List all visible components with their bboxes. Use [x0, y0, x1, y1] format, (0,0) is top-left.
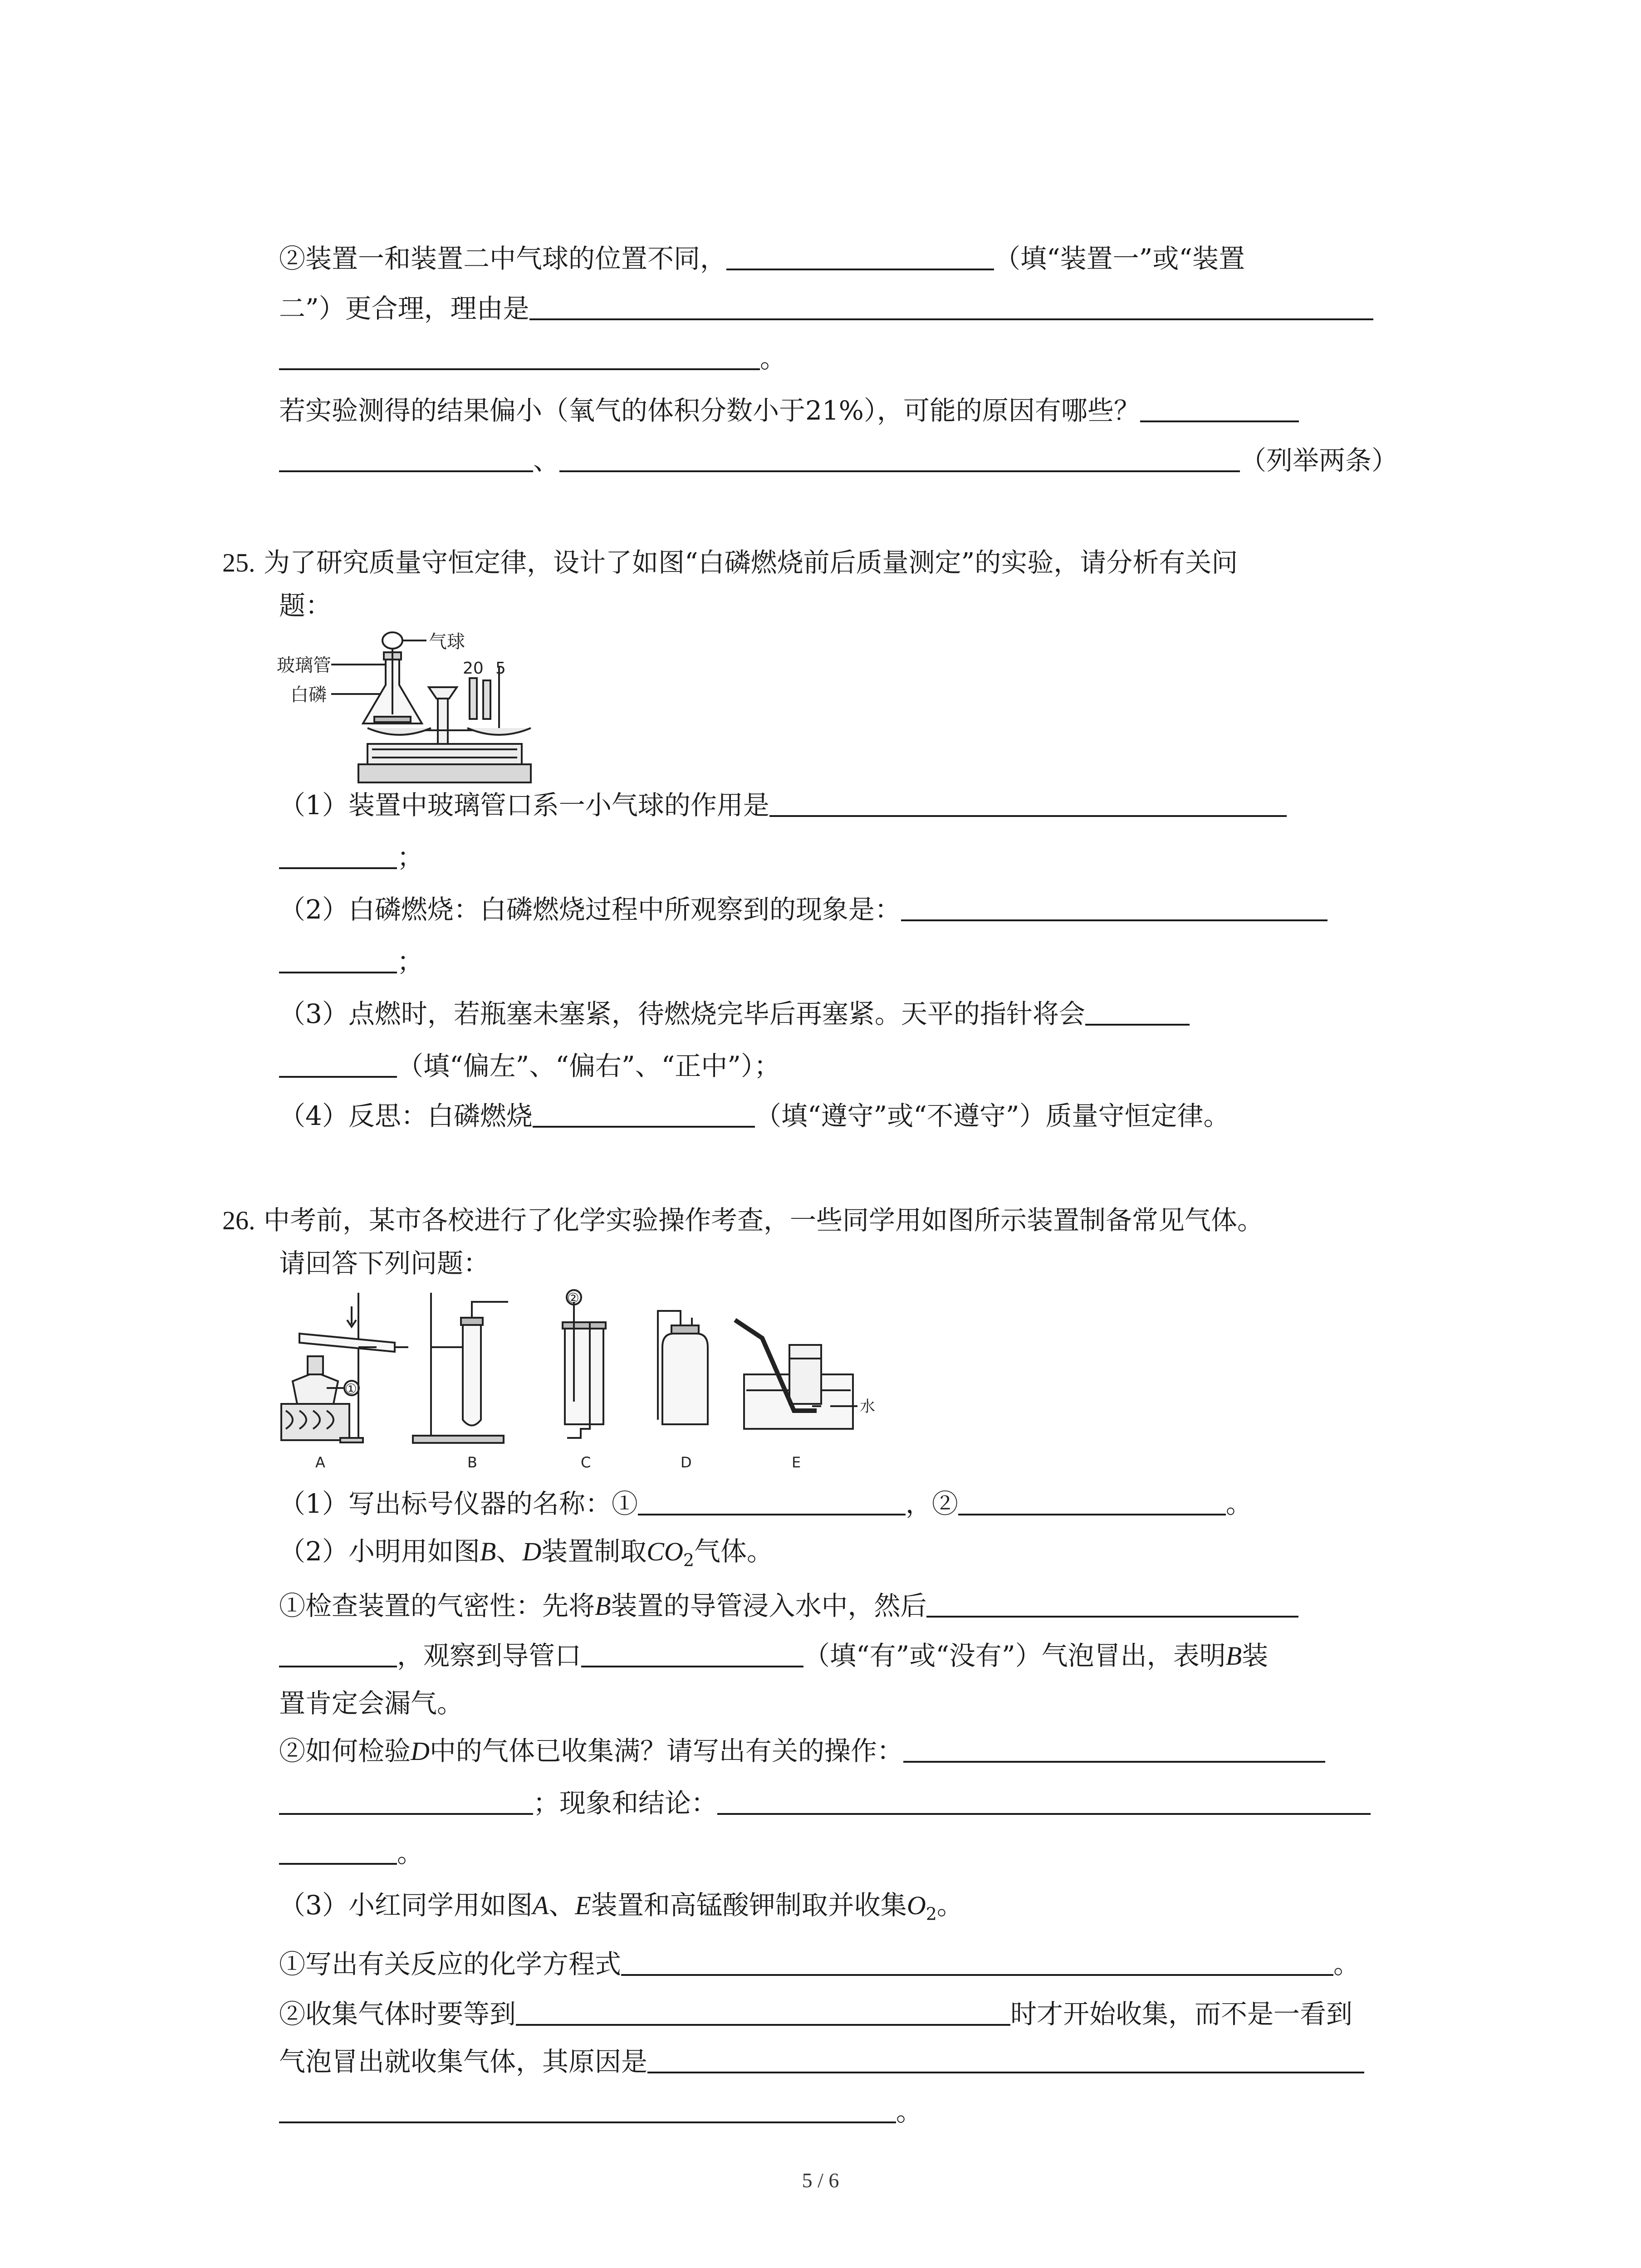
- q25-text: （3）点燃时，若瓶塞未塞紧，待燃烧完毕后再塞紧。天平的指针将会: [279, 998, 1085, 1029]
- q26-part3-1: [279, 1946, 1360, 1982]
- q24-text: 。: [760, 343, 787, 374]
- answer-blank[interactable]: [279, 343, 760, 370]
- q26-formula: O: [906, 1891, 926, 1920]
- q26-stem: 中考前，某市各校进行了化学实验操作考查，一些同学用如图所示装置制备常见气体。: [263, 1205, 1264, 1236]
- q25-part2: [279, 891, 1327, 928]
- answer-blank[interactable]: [769, 790, 1287, 817]
- answer-blank[interactable]: [533, 1100, 755, 1128]
- answer-blank[interactable]: [958, 1488, 1226, 1515]
- answer-blank[interactable]: [717, 1788, 1371, 1815]
- q26-text: 装置和高锰酸钾制取并收集: [591, 1890, 907, 1921]
- q26-text: ；现象和结论：: [533, 1788, 718, 1818]
- q26-text: 中的气体已收集满？请写出有关的操作：: [429, 1735, 903, 1766]
- q26-var: B: [480, 1537, 496, 1566]
- label-glass-tube: 玻璃管: [277, 655, 331, 676]
- q26-text: 置肯定会漏气。: [279, 1688, 464, 1719]
- q26-text: ①写出有关反应的化学方程式: [279, 1949, 622, 1980]
- q26-part2-2-cont: [279, 1785, 1371, 1821]
- q26-text: 装: [1242, 1640, 1269, 1671]
- q26-text: 装置制取: [541, 1536, 647, 1567]
- q26-text: 。: [1333, 1949, 1360, 1980]
- q26-text: ，②: [905, 1488, 958, 1519]
- q25-text: ；: [397, 842, 424, 873]
- answer-blank[interactable]: [1085, 998, 1190, 1026]
- q26-text: （填“有”或“没有”）气泡冒出，表明: [803, 1640, 1226, 1671]
- q26-text: 。: [896, 2096, 923, 2127]
- q26-text: ①检查装置的气密性：先将: [279, 1590, 595, 1621]
- q26-text: （1）写出标号仪器的名称：①: [279, 1488, 638, 1519]
- q25-stem-line2: [279, 587, 332, 624]
- q26-part2-2-end: [279, 1835, 423, 1871]
- q24-line2: [279, 290, 1373, 327]
- q25-stem-line1: [222, 544, 1238, 581]
- q25-stem: 题：: [279, 590, 332, 621]
- answer-blank[interactable]: [559, 445, 1240, 472]
- q25-text: （填“偏左”、“偏右”、“正中”）；: [397, 1051, 780, 1081]
- gas-apparatus-figure: [272, 1284, 980, 1483]
- q26-text: 气体。: [694, 1536, 774, 1567]
- label-mark-2: ②: [567, 1290, 579, 1306]
- answer-blank[interactable]: [529, 293, 1373, 320]
- answer-blank[interactable]: [279, 445, 533, 472]
- q26-text: 时才开始收集，而不是一看到: [1010, 1999, 1353, 2029]
- label-weight-20: 20: [463, 659, 484, 678]
- answer-blank[interactable]: [926, 1590, 1298, 1618]
- q26-part3-2: [279, 1996, 1352, 2032]
- answer-blank[interactable]: [279, 946, 397, 973]
- q24-line1: [279, 240, 1245, 277]
- label-balloon: 气球: [429, 631, 465, 652]
- q26-part3-2-cont: [279, 2043, 1364, 2080]
- q25-part3-cont: [279, 1048, 780, 1084]
- q25-text: （2）白磷燃烧：白磷燃烧过程中所观察到的现象是：: [279, 894, 901, 925]
- question-number: 26.: [222, 1206, 255, 1235]
- balance-figure: [277, 631, 558, 794]
- q26-part2: [279, 1533, 773, 1570]
- q25-part2-cont: [279, 943, 423, 980]
- answer-blank[interactable]: [621, 1949, 1333, 1976]
- answer-blank[interactable]: [279, 842, 397, 869]
- label-apparatus-e: E: [792, 1454, 801, 1471]
- answer-blank[interactable]: [647, 2046, 1364, 2073]
- answer-blank[interactable]: [279, 1838, 397, 1865]
- answer-blank[interactable]: [1140, 395, 1299, 422]
- q25-text: （1）装置中玻璃管口系一小气球的作用是: [279, 790, 769, 821]
- q26-formula: CO: [647, 1537, 683, 1566]
- q25-text: （填“遵守”或“不遵守”）质量守恒定律。: [754, 1100, 1230, 1131]
- q26-part1: [279, 1486, 1252, 1522]
- label-apparatus-a: A: [315, 1454, 325, 1471]
- q26-text: 、: [549, 1890, 575, 1921]
- q26-stem-line1: [222, 1202, 1264, 1239]
- q26-part2-1-cont: [279, 1637, 1268, 1674]
- q26-part3: [279, 1887, 963, 1924]
- q26-text: 装置的导管浸入水中，然后: [611, 1590, 927, 1621]
- q24-text: 二”）更合理，理由是: [279, 293, 529, 324]
- q26-text: 。: [1225, 1488, 1252, 1519]
- q25-part1: [279, 787, 1287, 823]
- answer-blank[interactable]: [581, 1640, 803, 1667]
- q26-formula-sub: 2: [683, 1550, 695, 1570]
- q26-part2-1-end: [279, 1685, 463, 1721]
- answer-blank[interactable]: [279, 1051, 397, 1078]
- label-apparatus-b: B: [467, 1454, 477, 1471]
- answer-blank[interactable]: [901, 894, 1327, 921]
- q24-text: 、: [533, 445, 560, 476]
- q26-formula-sub: 2: [926, 1904, 937, 1924]
- q26-var: D: [522, 1537, 542, 1566]
- q26-var: E: [575, 1891, 591, 1920]
- q26-stem: 请回答下列问题：: [279, 1248, 490, 1279]
- q24-text: 若实验测得的结果偏小（氧气的体积分数小于21%），可能的原因有哪些？: [279, 395, 1140, 426]
- answer-blank[interactable]: [279, 1640, 397, 1667]
- q26-text: ，观察到导管口: [397, 1640, 582, 1671]
- q24-text: （填“装置一”或“装置: [994, 243, 1245, 274]
- page-number: 5 / 6: [802, 2169, 839, 2192]
- q25-part4: [279, 1098, 1230, 1134]
- answer-blank[interactable]: [903, 1735, 1325, 1763]
- q25-stem: 为了研究质量守恒定律，设计了如图“白磷燃烧前后质量测定”的实验，请分析有关问: [263, 547, 1238, 578]
- question-number: 25.: [222, 548, 255, 577]
- q26-text: （2）小明用如图: [279, 1536, 480, 1567]
- answer-blank[interactable]: [516, 1999, 1010, 2026]
- label-mark-1: ①: [345, 1381, 357, 1397]
- q24-line5: [279, 442, 1398, 479]
- label-apparatus-d: D: [681, 1454, 692, 1471]
- q26-text: 、: [496, 1536, 523, 1567]
- label-apparatus-c: C: [581, 1454, 591, 1471]
- answer-blank[interactable]: [279, 2096, 896, 2123]
- q24-text: ②装置一和装置二中气球的位置不同，: [279, 243, 727, 274]
- answer-blank[interactable]: [279, 1788, 533, 1815]
- q25-part3: [279, 996, 1190, 1032]
- q26-part2-1: [279, 1588, 1298, 1624]
- q26-var: B: [595, 1591, 611, 1621]
- q25-text: ；: [397, 946, 424, 977]
- answer-blank[interactable]: [726, 243, 994, 270]
- q26-text: ②收集气体时要等到: [279, 1999, 516, 2029]
- q26-text: ②如何检验: [279, 1735, 411, 1766]
- q26-part3-2-end: [279, 2093, 922, 2130]
- q26-text: 气泡冒出就收集气体，其原因是: [279, 2046, 648, 2077]
- q24-line4: [279, 392, 1299, 429]
- q25-part1-cont: [279, 839, 423, 875]
- label-weight-5: 5: [495, 659, 506, 678]
- q26-var: D: [411, 1736, 430, 1766]
- q26-text: （3）小红同学用如图: [279, 1890, 533, 1921]
- q25-text: （4）反思：白磷燃烧: [279, 1100, 533, 1131]
- q26-text: 。: [397, 1838, 424, 1868]
- q26-stem-line2: [279, 1245, 490, 1281]
- label-white-phosphorus: 白磷: [290, 684, 327, 705]
- q26-text: 。: [936, 1890, 963, 1921]
- label-water: 水: [860, 1398, 875, 1416]
- q26-var: A: [532, 1891, 549, 1920]
- q24-text: （列举两条）: [1240, 445, 1398, 476]
- q26-part2-2: [279, 1733, 1325, 1769]
- q26-var: B: [1225, 1641, 1242, 1671]
- q24-line3: [279, 340, 786, 376]
- answer-blank[interactable]: [638, 1488, 906, 1515]
